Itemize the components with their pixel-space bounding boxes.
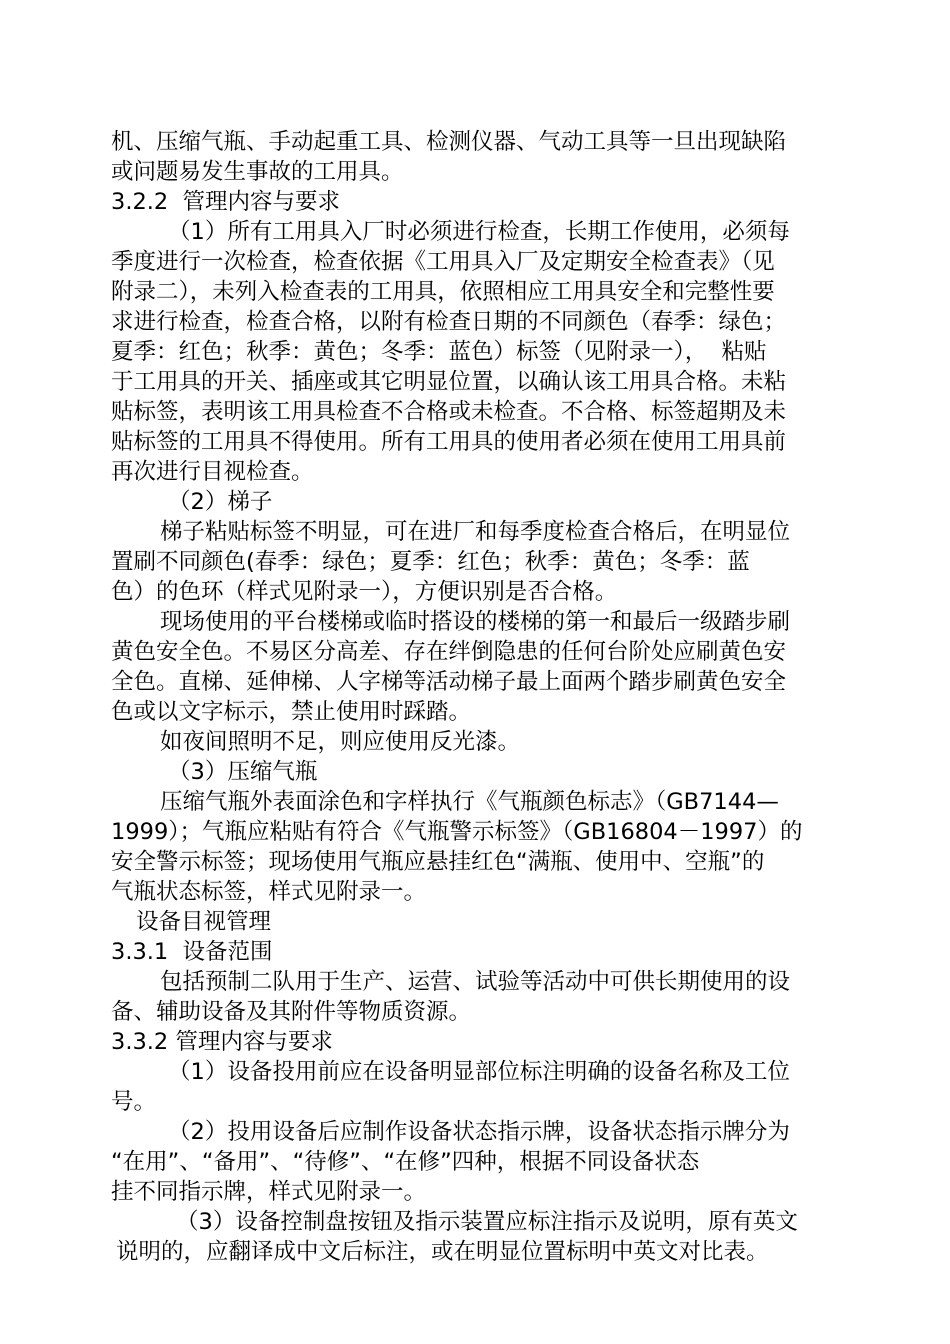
- list-item: （2）梯子: [168, 489, 273, 515]
- body-text-line: “在用”、“备用”、“待修”、“在修”四种，根据不同设备状态: [111, 1149, 700, 1175]
- body-text-line: 于工用具的开关、插座或其它明显位置，以确认该工用具合格。未粘: [111, 369, 787, 395]
- body-text-line: 全色。直梯、延伸梯、人字梯等活动梯子最上面两个踏步刷黄色安全: [111, 669, 787, 695]
- body-text-line: 1999）；气瓶应粘贴有符合《气瓶警示标签》（GB16804－1997）的: [111, 819, 803, 845]
- list-item: （3）压缩气瓶: [168, 759, 318, 785]
- body-text-line: 黄色安全色。不易区分高差、存在绊倒隐患的任何台阶处应刷黄色安: [111, 639, 787, 665]
- list-item: （3）设备控制盘按钮及指示装置应标注指示及说明，原有英文: [176, 1209, 798, 1235]
- body-text-line: 挂不同指示牌，样式见附录一。: [111, 1179, 427, 1205]
- body-text-line: 贴标签的工用具不得使用。所有工用具的使用者必须在使用工用具前: [111, 429, 787, 455]
- body-text-line: 安全警示标签；现场使用气瓶应悬挂红色“满瓶、使用中、空瓶”的: [111, 849, 765, 875]
- body-text-line: 季度进行一次检查，检查依据《工用具入厂及定期安全检查表》（见: [111, 249, 775, 275]
- section-heading: 3.2.2 管理内容与要求: [111, 189, 341, 215]
- list-item: （2）投用设备后应制作设备状态指示牌，设备状态指示牌分为: [168, 1119, 790, 1145]
- body-text-line: 置刷不同颜色(春季：绿色；夏季：红色；秋季：黄色；冬季：蓝: [111, 549, 750, 575]
- body-text-line: 现场使用的平台楼梯或临时搭设的楼梯的第一和最后一级踏步刷: [160, 609, 791, 635]
- body-text-line: 包括预制二队用于生产、运营、试验等活动中可供长期使用的设: [160, 969, 791, 995]
- body-text-line: 压缩气瓶外表面涂色和字样执行《气瓶颜色标志》（GB7144—: [160, 789, 779, 815]
- body-text-line: 求进行检查，检查合格，以附有检查日期的不同颜色（春季：绿色；: [111, 309, 787, 335]
- body-text-line: 贴标签，表明该工用具检查不合格或未检查。不合格、标签超期及未: [111, 399, 787, 425]
- body-text-line: 附录二），未列入检查表的工用具，依照相应工用具安全和完整性要: [111, 279, 775, 305]
- list-item: （1）所有工用具入厂时必须进行检查，长期工作使用，必须每: [168, 219, 790, 245]
- body-text-line: 夏季：红色；秋季：黄色；冬季：蓝色）标签（见附录一）， 粘贴: [111, 339, 767, 365]
- body-text-line: 梯子粘贴标签不明显，可在进厂和每季度检查合格后，在明显位: [160, 519, 791, 545]
- section-heading: 3.3.2 管理内容与要求: [111, 1029, 333, 1055]
- body-text-line: 备、辅助设备及其附件等物质资源。: [111, 999, 472, 1025]
- body-text-line: 机、压缩气瓶、手动起重工具、检测仪器、气动工具等一旦出现缺陷: [111, 129, 787, 155]
- list-item: （1）设备投用前应在设备明显部位标注明确的设备名称及工位: [168, 1059, 790, 1085]
- body-text-line: 说明的，应翻译成中文后标注，或在明显位置标明中英文对比表。: [116, 1239, 769, 1265]
- section-heading: 设备目视管理: [136, 909, 272, 935]
- body-text-line: 如夜间照明不足，则应使用反光漆。: [160, 729, 521, 755]
- body-text-line: 气瓶状态标签，样式见附录一。: [111, 879, 427, 905]
- body-text-line: 再次进行目视检查。: [111, 459, 314, 485]
- section-heading: 3.3.1 设备范围: [111, 939, 273, 965]
- body-text-line: 色或以文字标示，禁止使用时踩踏。: [111, 699, 472, 725]
- body-text-line: 或问题易发生事故的工用具。: [111, 159, 404, 185]
- body-text-line: 号。: [111, 1089, 157, 1115]
- body-text-line: 色）的色环（样式见附录一），方便识别是否合格。: [111, 579, 618, 605]
